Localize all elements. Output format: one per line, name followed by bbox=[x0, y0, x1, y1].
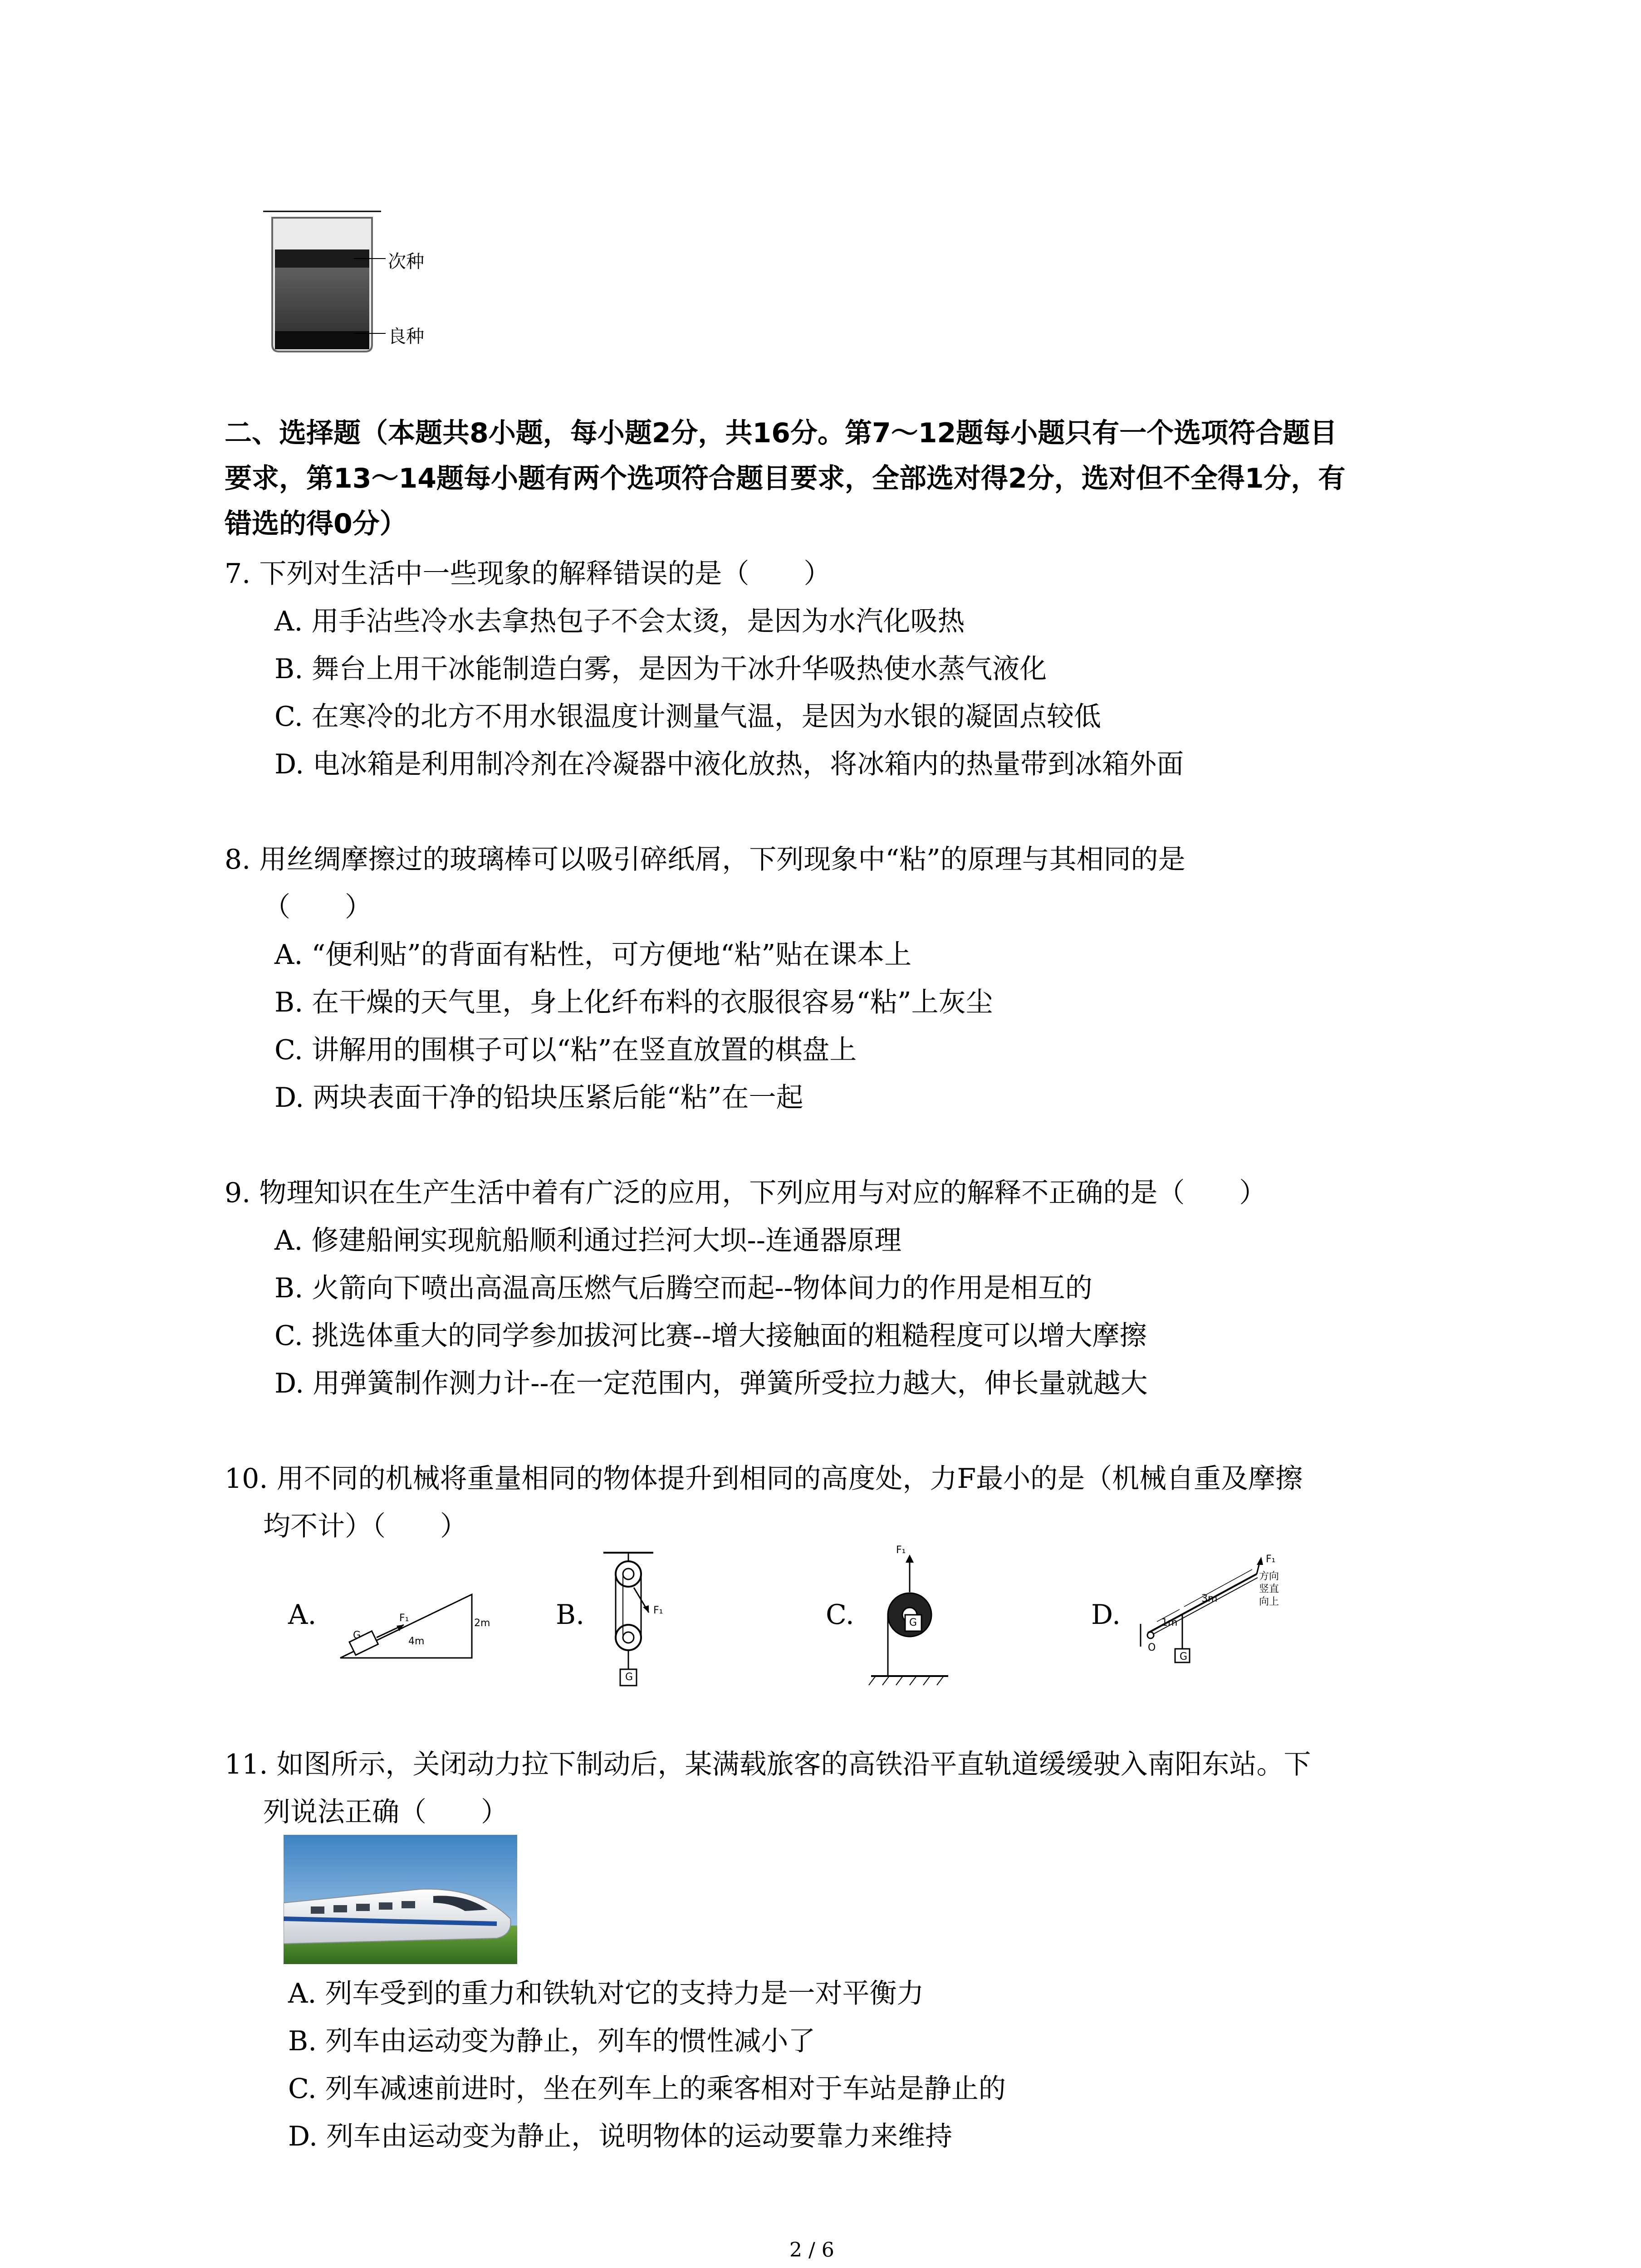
q10-stem-line-1: 10. 用不同的机械将重量相同的物体提升到相同的高度处，力F最小的是（机械自重及摩擦 bbox=[225, 1463, 1303, 1495]
section-2-line-1: 二、选择题（本题共8小题，每小题2分，共16分。第7～12题每小题只有一个选项符合题目 bbox=[225, 417, 1337, 449]
q10-fig-a-letter: A. bbox=[288, 1599, 317, 1631]
q7-option-b: B. 舞台上用干冰能制造白雾，是因为干冰升华吸热使水蒸气液化 bbox=[274, 653, 1047, 685]
q8-stem-line-1: 8. 用丝绸摩擦过的玻璃棒可以吸引碎纸屑，下列现象中“粘”的原理与其相同的是 bbox=[225, 844, 1185, 875]
q11-option-d: D. 列车由运动变为静止，说明物体的运动要靠力来维持 bbox=[288, 2121, 953, 2152]
q10-fig-a-force: F₁ bbox=[399, 1613, 409, 1624]
q9-option-c: C. 挑选体重大的同学参加拔河比赛--增大接触面的粗糙程度可以增大摩擦 bbox=[274, 1320, 1147, 1352]
q7-stem: 7. 下列对生活中一些现象的解释错误的是（ ） bbox=[225, 558, 831, 590]
q10-fig-d-lever bbox=[1139, 1556, 1275, 1665]
beaker-label-top: 次种 bbox=[388, 251, 424, 272]
q10-fig-b-letter: B. bbox=[556, 1599, 585, 1631]
q7-option-a: A. 用手沾些冷水去拿热包子不会太烫，是因为水汽化吸热 bbox=[274, 606, 965, 637]
q10-fig-c-force: F₁ bbox=[896, 1545, 906, 1556]
q9-option-b: B. 火箭向下喷出高温高压燃气后腾空而起--物体间力的作用是相互的 bbox=[274, 1272, 1092, 1304]
q10-fig-a-length: 4m bbox=[408, 1636, 425, 1647]
q10-fig-d-letter: D. bbox=[1091, 1599, 1121, 1631]
q10-fig-d-arm-short: 1m bbox=[1161, 1617, 1178, 1628]
q10-fig-d-direction-1: 方向 bbox=[1259, 1571, 1279, 1582]
q10-fig-b-force: F₁ bbox=[653, 1605, 663, 1616]
q10-stem-line-2: 均不计）（ ） bbox=[263, 1510, 467, 1542]
q9-stem: 9. 物理知识在生产生活中着有广泛的应用，下列应用与对应的解释不正确的是（ ） bbox=[225, 1177, 1267, 1209]
q7-option-c: C. 在寒冷的北方不用水银温度计测量气温，是因为水银的凝固点较低 bbox=[274, 701, 1101, 733]
q10-fig-d-force: F₁ bbox=[1266, 1554, 1276, 1565]
q8-option-a: A. “便利贴”的背面有粘性，可方便地“粘”贴在课本上 bbox=[274, 939, 912, 971]
q10-fig-d-direction-2: 竖直 bbox=[1259, 1584, 1279, 1595]
q8-option-b: B. 在干燥的天气里，身上化纤布料的衣服很容易“粘”上灰尘 bbox=[274, 987, 993, 1018]
q10-fig-a-weight: G bbox=[353, 1630, 361, 1641]
beaker-illustration bbox=[263, 209, 490, 354]
q10-fig-c-weight: G bbox=[909, 1617, 917, 1628]
q10-fig-d-weight: G bbox=[1180, 1651, 1188, 1662]
q10-fig-d-pivot: O bbox=[1148, 1642, 1156, 1653]
q11-option-b: B. 列车由运动变为静止，列车的惯性减小了 bbox=[288, 2025, 816, 2057]
q10-fig-d-arm-long: 3m bbox=[1201, 1593, 1218, 1604]
page-number: 2 / 6 bbox=[789, 2239, 834, 2262]
beaker-figure bbox=[263, 209, 490, 354]
q11-option-a: A. 列车受到的重力和铁轨对它的支持力是一对平衡力 bbox=[288, 1978, 924, 2009]
q8-stem-line-2: （ ） bbox=[263, 891, 372, 923]
q11-stem-line-1: 11. 如图所示，关闭动力拉下制动后，某满载旅客的高铁沿平直轨道缓缓驶入南阳东站。下 bbox=[225, 1749, 1311, 1780]
q11-train-photo bbox=[284, 1835, 517, 1964]
q10-fig-b-weight: G bbox=[625, 1672, 633, 1683]
beaker-label-bottom: 良种 bbox=[388, 326, 424, 347]
q8-option-c: C. 讲解用的围棋子可以“粘”在竖直放置的棋盘上 bbox=[274, 1034, 857, 1066]
q9-option-d: D. 用弹簧制作测力计--在一定范围内，弹簧所受拉力越大，伸长量就越大 bbox=[274, 1368, 1148, 1399]
q11-option-c: C. 列车减速前进时，坐在列车上的乘客相对于车站是静止的 bbox=[288, 2073, 1006, 2105]
q10-fig-a-height: 2m bbox=[474, 1618, 490, 1629]
q9-option-a: A. 修建船闸实现航船顺利通过拦河大坝--连通器原理 bbox=[274, 1225, 902, 1256]
q7-option-d: D. 电冰箱是利用制冷剂在冷凝器中液化放热，将冰箱内的热量带到冰箱外面 bbox=[274, 748, 1184, 780]
section-2-line-3: 错选的得0分） bbox=[225, 508, 407, 540]
q10-fig-c-letter: C. bbox=[826, 1599, 854, 1631]
q8-option-d: D. 两块表面干净的铅块压紧后能“粘”在一起 bbox=[274, 1082, 803, 1114]
q10-fig-d-direction-3: 向上 bbox=[1259, 1596, 1279, 1608]
q10-fig-a-incline bbox=[336, 1588, 490, 1665]
section-2-line-2: 要求，第13～14题每小题有两个选项符合题目要求，全部选对得2分，选对但不全得1分，有 bbox=[225, 463, 1346, 494]
q11-stem-line-2: 列说法正确（ ） bbox=[263, 1796, 508, 1828]
